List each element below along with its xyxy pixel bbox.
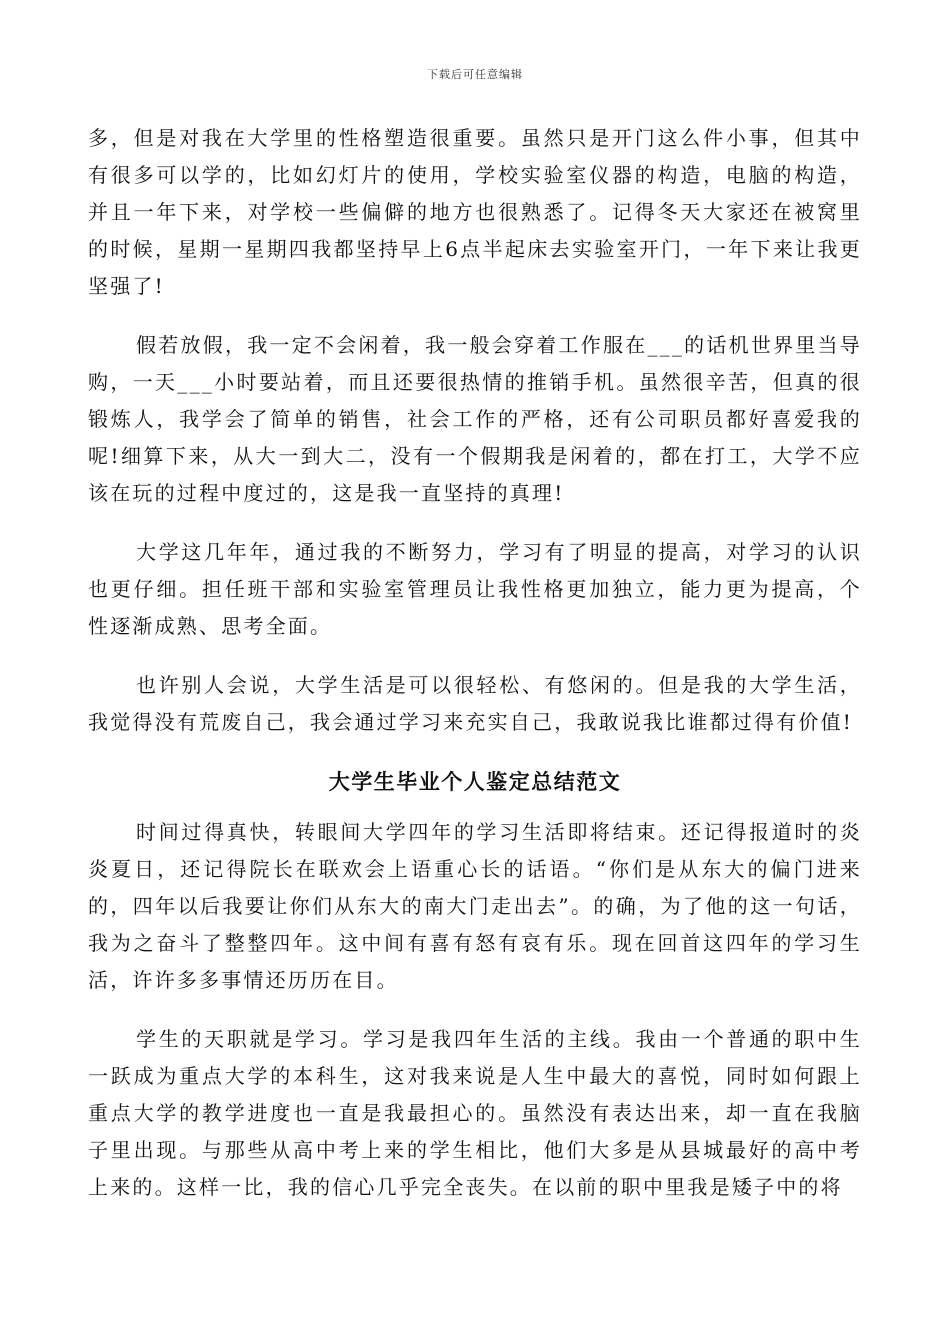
paragraph: 时间过得真快，转眼间大学四年的学习生活即将结束。还记得报道时的炎炎夏日，还记得院长在联欢会上语重心长的话语。“你们是从东大的偏门进来的，四年以后我要让你们从东大的南大门走出去”。的确，为了他的这一句话，我为之奋斗了整整四年。这中间有喜有怒有哀有乐。现在回首这四年的学习生活，许许多多事情还历历在目。: [88, 820, 862, 992]
paragraph: 多，但是对我在大学里的性格塑造很重要。虽然只是开门这么件小事，但其中有很多可以学的，比如幻灯片的使用，学校实验室仪器的构造，电脑的构造，并且一年下来，对学校一些偏僻的地方也很熟悉了。记得冬天大家还在被窝里的时候，星期一星期四我都坚持早上6点半起床去实验室开门，一年下来让我更坚强了!: [88, 126, 862, 298]
paragraph: 也许别人会说，大学生活是可以很轻松、有悠闲的。但是我的大学生活，我觉得没有荒废自己，我会通过学习来充实自己，我敢说我比谁都过得有价值!: [88, 673, 862, 734]
header-note: 下载后可任意编辑: [427, 68, 523, 81]
paragraph: 假若放假，我一定不会闲着，我一般会穿着工作服在___的话机世界里当导购，一天___小时要站着，而且还要很热情的推销手机。虽然很辛苦，但真的很锻炼人，我学会了简单的销售，社会工作的严格，还有公司职员都好喜爱我的呢!细算下来，从大一到大二，没有一个假期我是闲着的，都在打工，大学不应该在玩的过程中度过的，这是我一直坚持的真理!: [88, 333, 862, 505]
document-body: [88, 120, 862, 1228]
section-title: 大学生毕业个人鉴定总结范文: [328, 769, 622, 794]
paragraph: 学生的天职就是学习。学习是我四年生活的主线。我由一个普通的职中生一跃成为重点大学的本科生，这对我来说是人生中最大的喜悦，同时如何跟上重点大学的教学进度也一直是我最担心的。虽然没有表达出来，却一直在我脑子里出现。与那些从高中考上来的学生相比，他们大多是从县城最好的高中考上来的。这样一比，我的信心几乎完全丧失。在以前的职中里我是矮子中的将: [88, 1027, 862, 1199]
paragraph: 大学这几年年，通过我的不断努力，学习有了明显的提高，对学习的认识也更仔细。担任班干部和实验室管理员让我性格更加独立，能力更为提高，个性逐渐成熟、思考全面。: [88, 540, 862, 638]
